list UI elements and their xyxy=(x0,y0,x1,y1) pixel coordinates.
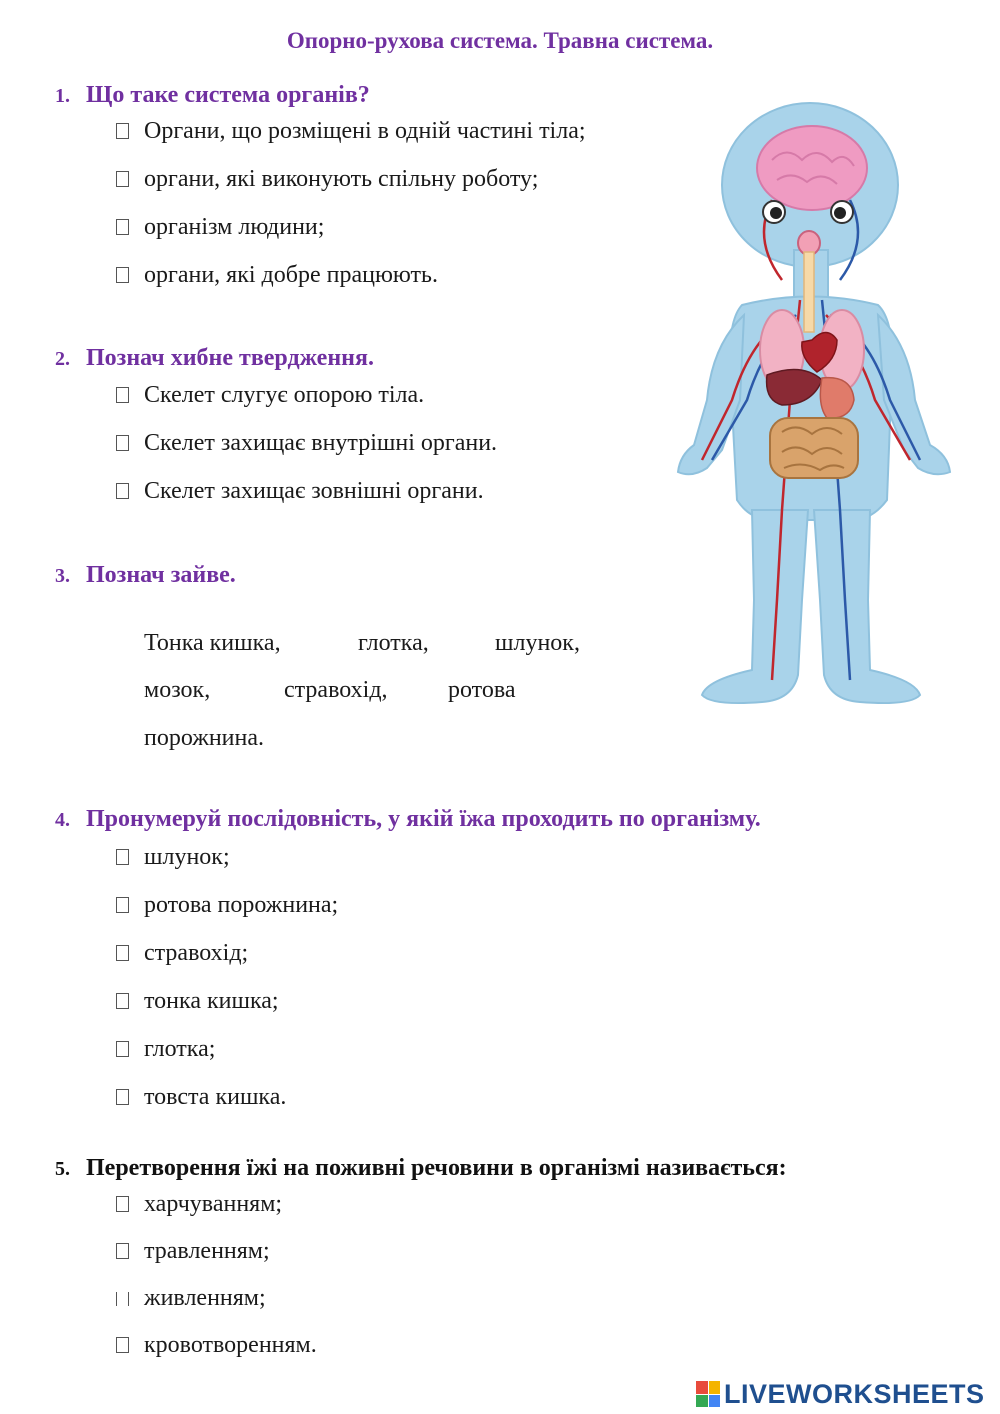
q5-option-3[interactable] xyxy=(116,1284,266,1312)
question-number: 1. xyxy=(55,85,70,107)
option-label: організм людини; xyxy=(144,214,325,240)
q2-option-2[interactable] xyxy=(116,429,497,457)
checkbox[interactable] xyxy=(116,267,129,283)
question-5-heading xyxy=(55,1155,787,1182)
checkbox[interactable] xyxy=(116,897,129,913)
word-option[interactable]: шлунок, xyxy=(495,630,580,656)
logo-text: LIVEWORKSHEETS xyxy=(724,1378,985,1409)
word-option[interactable]: мозок, xyxy=(144,677,211,703)
option-label: ротова порожнина; xyxy=(144,892,339,918)
checkbox[interactable] xyxy=(116,1243,129,1259)
q1-option-2[interactable] xyxy=(116,165,538,193)
word-option[interactable]: порожнина. xyxy=(144,725,265,751)
question-3-heading xyxy=(55,562,236,589)
q4-option-4[interactable] xyxy=(116,987,279,1015)
option-label: Скелет слугує опорою тіла. xyxy=(144,382,425,408)
question-number: 2. xyxy=(55,348,70,370)
q5-option-4[interactable] xyxy=(116,1331,317,1359)
question-text: Познач хибне твердження. xyxy=(86,345,374,371)
question-text: Познач зайве. xyxy=(86,562,236,588)
checkbox[interactable] xyxy=(116,1337,129,1353)
checkbox[interactable] xyxy=(116,1041,129,1057)
checkbox[interactable] xyxy=(116,849,129,865)
question-2-heading xyxy=(55,345,374,372)
q1-option-3[interactable] xyxy=(116,213,324,241)
word-option[interactable]: Тонка кишка, xyxy=(144,630,281,656)
q2-option-3[interactable] xyxy=(116,477,484,505)
q1-option-4[interactable] xyxy=(116,261,438,289)
checkbox[interactable] xyxy=(116,171,129,187)
option-label: харчуванням; xyxy=(144,1191,283,1217)
q4-option-5[interactable] xyxy=(116,1035,215,1063)
option-label: шлунок; xyxy=(144,844,230,870)
q4-option-3[interactable] xyxy=(116,939,248,967)
word-option[interactable]: ротова xyxy=(448,677,516,703)
checkbox[interactable] xyxy=(116,435,129,451)
q4-option-2[interactable] xyxy=(116,891,338,919)
checkbox[interactable] xyxy=(116,123,129,139)
option-label: живленням; xyxy=(144,1285,266,1311)
option-label: органи, які добре працюють. xyxy=(144,262,438,288)
q1-option-1[interactable] xyxy=(116,117,586,145)
option-label: глотка; xyxy=(144,1036,216,1062)
checkbox[interactable] xyxy=(116,483,129,499)
human-body-organs-illustration xyxy=(672,100,957,715)
option-label: органи, які виконують спільну роботу; xyxy=(144,166,539,192)
liveworksheets-logo-icon xyxy=(696,1381,720,1407)
q4-option-6[interactable] xyxy=(116,1083,286,1111)
question-text: Пронумеруй послідовність, у якій їжа проходить по організму. xyxy=(86,806,761,832)
question-1-heading xyxy=(55,82,370,109)
checkbox[interactable] xyxy=(116,993,129,1009)
option-label: травленням; xyxy=(144,1238,270,1264)
question-text: Що таке система органів? xyxy=(86,82,370,108)
question-4-heading xyxy=(55,806,761,833)
checkbox[interactable] xyxy=(116,387,129,403)
checkbox[interactable] xyxy=(116,945,129,961)
checkbox[interactable] xyxy=(116,1196,129,1212)
question-number: 3. xyxy=(55,565,70,587)
question-number: 4. xyxy=(55,809,70,831)
checkbox[interactable] xyxy=(116,219,129,235)
word-option[interactable]: глотка, xyxy=(358,630,429,656)
option-label: кровотворенням. xyxy=(144,1332,317,1358)
option-label: Органи, що розміщені в одній частині тіла; xyxy=(144,118,586,144)
option-label: Скелет захищає внутрішні органи. xyxy=(144,430,498,456)
liveworksheets-logo[interactable] xyxy=(696,1378,985,1410)
q2-option-1[interactable] xyxy=(116,381,424,409)
q5-option-1[interactable] xyxy=(116,1190,282,1218)
option-label: Скелет захищає зовнішні органи. xyxy=(144,478,484,504)
option-label: тонка кишка; xyxy=(144,988,279,1014)
checkbox[interactable] xyxy=(116,1292,129,1306)
option-label: стравохід; xyxy=(144,940,249,966)
checkbox[interactable] xyxy=(116,1089,129,1105)
question-number: 5. xyxy=(55,1158,70,1180)
option-label: товста кишка. xyxy=(144,1084,287,1110)
page-title: Опорно-рухова система. Травна система. xyxy=(286,28,714,53)
question-text: Перетворення їжі на поживні речовини в організмі називається: xyxy=(86,1155,787,1181)
q4-option-1[interactable] xyxy=(116,843,230,871)
q5-option-2[interactable] xyxy=(116,1237,270,1265)
word-option[interactable]: стравохід, xyxy=(284,677,388,703)
